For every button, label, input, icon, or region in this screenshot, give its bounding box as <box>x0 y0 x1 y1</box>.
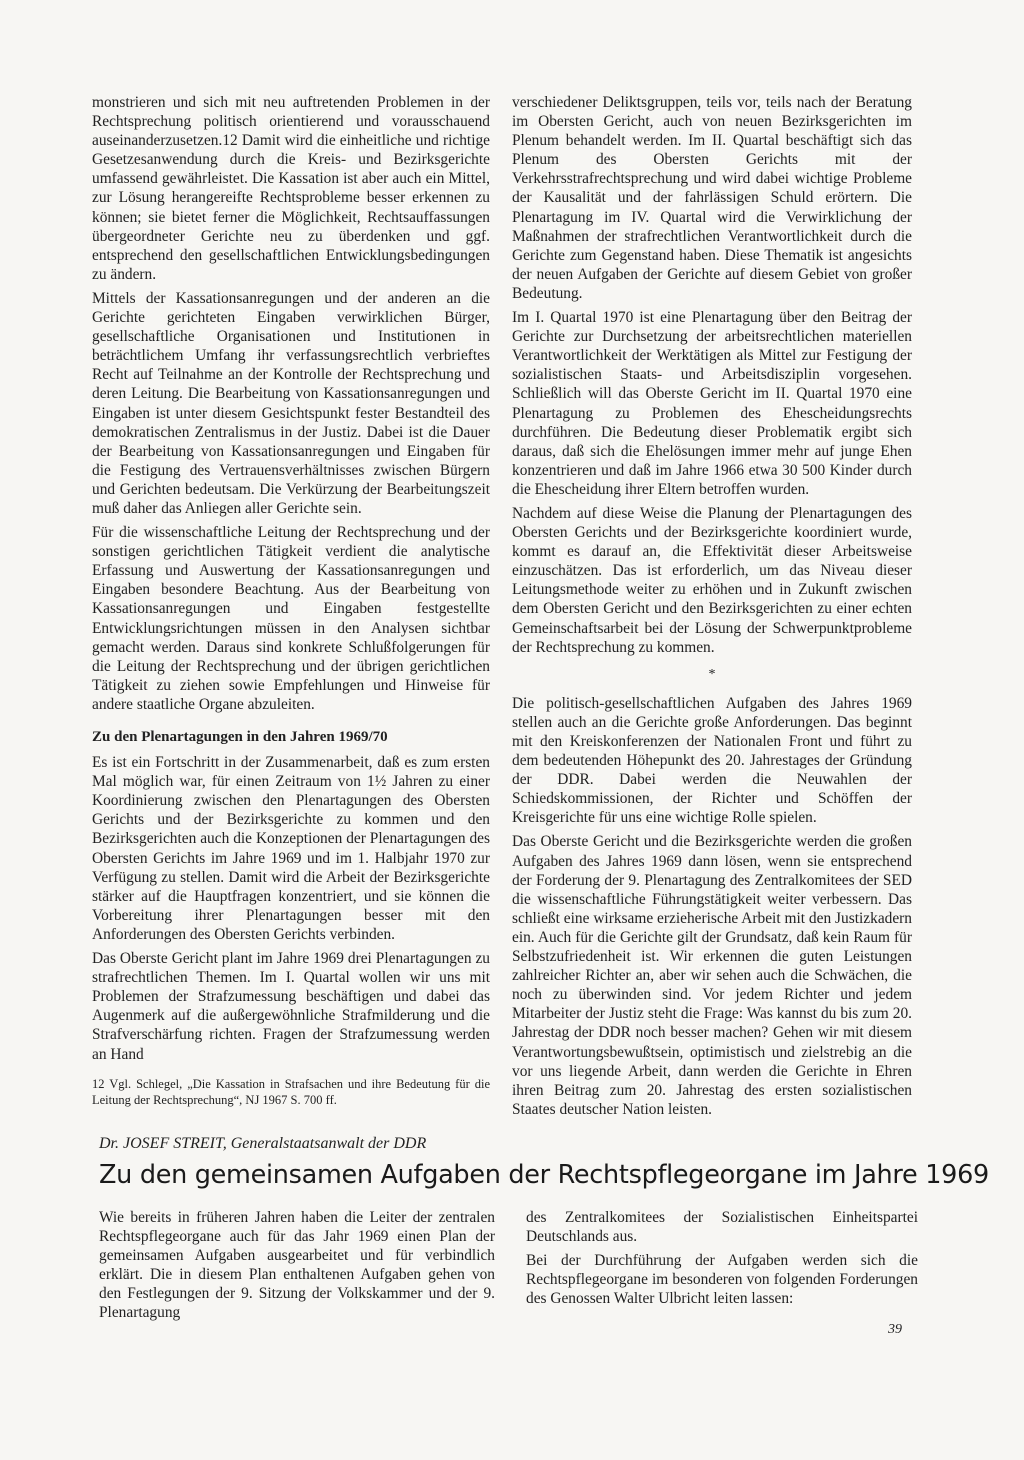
page-number: 39 <box>888 1322 902 1337</box>
paragraph: Das Oberste Gericht plant im Jahre 1969 drei Plenartagungen zu strafrechtlichen Themen. Im I. Quartal wollen wir uns mit Problemen der Strafzumessung beschäftigen und dabei das Augenmerk auf die außergewöhnliche Strafmilderung und die Strafverschärfung richten. Fragen der Strafzumessung werden an Hand <box>92 950 490 1063</box>
paragraph: Wie bereits in früheren Jahren haben die Leiter der zentralen Rechtspflegeorgane auch für das Jahr 1969 einen Plan der gemeinsamen Aufgaben ausgearbeitet und für verbindlich erklärt. Die in diesem Plan enthaltenen Aufgaben gehen von den Festlegungen der 9. Sitzung der Volkskammer und der 9. Plenartagung <box>99 1209 495 1322</box>
paragraph: Bei der Durchführung der Aufgaben werden sich die Rechtspflegeorgane im besonderen von folgenden Forderungen des Genossen Walter Ulbricht leiten lassen: <box>526 1252 918 1308</box>
footnote: 12 Vgl. Schlegel, „Die Kassation in Strafsachen und ihre Bedeutung für die Leitung der Rechtsprechung“, NJ 1967 S. 700 ff. <box>92 1076 490 1107</box>
article-right-column <box>526 1208 918 1313</box>
paragraph: Es ist ein Fortschritt in der Zusammenarbeit, daß es zum ersten Mal möglich war, für einen Zeitraum von 1½ Jahren zu einer Koordinierung zwischen den Plenartagungen des Obersten Gerichts und der Bezirksgerichte zu kommen und den Bezirksgerichten auch die Konzeptionen der Plenartagungen des Obersten Gerichts im Jahre 1969 und im 1. Halbjahr 1970 zur Verfügung zu stellen. Damit wird die Arbeit der Bezirksgerichte stärker auf die Hauptfragen konzentriert, und sie können die Vorbereitung ihrer Plenartagungen besser mit den Anforderungen des Obersten Gerichts verbinden. <box>92 754 490 943</box>
article-title: Zu den gemeinsamen Aufgaben der Rechtspflegeorgane im Jahre 1969 <box>99 1160 989 1190</box>
right-column <box>512 93 912 1124</box>
section-heading: Zu den Plenartagungen in den Jahren 1969/70 <box>92 729 388 745</box>
paragraph: Mittels der Kassationsanregungen und der anderen an die Gerichte gerichteten Eingaben verwirklichen Bürger, gesellschaftliche Organisationen und Institutionen in beträchtlichem Umfang ihr verfassungsrechtlich verbrieftes Recht auf Teilnahme an der Kontrolle der Rechtsprechung und deren Leitung. Die Bearbeitung von Kassationsanregungen und Eingaben ist unter diesem Gesichtspunkt fester Bestandteil des demokratischen Zentralismus in der Justiz. Dabei ist die Dauer der Bearbeitung von Kassationsanregungen und Eingaben für die Festigung des Vertrauensverhältnisses zwischen Bürgern und Gerichten bedeutsam. Die Verkürzung der Bearbeitungszeit muß daher das Anliegen aller Gerichte sein. <box>92 289 490 517</box>
paragraph: des Zentralkomitees der Sozialistischen Einheitspartei Deutschlands aus. <box>526 1209 918 1246</box>
paragraph: Im I. Quartal 1970 ist eine Plenartagung über den Beitrag der Gerichte zur Durchsetzung der arbeitsrechtlichen materiellen Verantwortlichkeit der Werktätigen als Mittel zur Festigung der sozialistischen Staats- und Arbeitsdisziplin vorgesehen. Schließlich will das Oberste Gericht im II. Quartal 1970 eine Plenartagung zu Problemen des Ehescheidungsrechts durchführen. Die Bedeutung dieser Problematik ergibt sich daraus, daß sich die Ehelösungen immer mehr auf junge Ehen konzentrieren und daß im Jahre 1966 etwa 30 500 Kinder durch die Ehescheidung ihrer Eltern betroffen wurden. <box>512 309 912 498</box>
section-separator: * <box>708 666 716 682</box>
article-author: Dr. JOSEF STREIT, Generalstaatsanwalt der DDR <box>99 1135 427 1152</box>
paragraph: Für die wissenschaftliche Leitung der Rechtsprechung und der sonstigen gerichtlichen Tätigkeit verdient die analytische Erfassung und Auswertung der Kassationsanregungen und Eingaben besondere Beachtung. Aus der Bearbeitung von Kassationsanregungen und Eingaben festgestellte Entwicklungsrichtungen müssen in den Analysen sichtbar gemacht werden. Daraus sind konkrete Schlußfolgerungen für die Leitung der Rechtsprechung und der übrigen gerichtlichen Tätigkeit zu ziehen sowie Empfehlungen und Hinweise für andere staatliche Organe abzuleiten. <box>92 524 490 713</box>
paragraph: Die politisch-gesellschaftlichen Aufgaben des Jahres 1969 stellen auch an die Gerichte große Anforderungen. Das beginnt mit den Kreiskonferenzen der Nationalen Front und führt zu dem bedeutenden Höhepunkt des 20. Jahrestages der Gründung der DDR. Dabei werden die Neuwahlen der Schiedskommissionen, der Richter und Schöffen der Kreisgerichte für uns eine wichtige Rolle spielen. <box>512 694 912 827</box>
article-left-column <box>99 1208 495 1328</box>
paragraph: Das Oberste Gericht und die Bezirksgerichte werden die großen Aufgaben des Jahres 1969 dann lösen, wenn sie entsprechend der Forderung der 9. Plenartagung des Zentralkomitees der SED die wissenschaftliche Führungstätigkeit weiter verbessern. Das schließt eine wirksame erzieherische Arbeit mit den Justizkadern ein. Auch für die Gerichte gilt der Grundsatz, daß kein Raum für Selbstzufriedenheit ist. Wir erkennen die guten Leistungen zahlreicher Richter an, aber wir sehen auch die Schwächen, die noch zu überwinden sind. Vor jedem Richter und jedem Mitarbeiter der Justiz steht die Frage: Was kannst du bis zum 20. Jahrestag der DDR noch besser machen? Gehen wir mit diesem Verantwortungsbewußtsein, optimistisch und zielstrebig an die vor uns liegende Arbeit, dann werden die Gerichte in Ehren ihren Beitrag zum 20. Jahrestag des ersten sozialistischen Staates deutscher Nation leisten. <box>512 833 912 1118</box>
paragraph: monstrieren und sich mit neu auftretenden Problemen in der Rechtsprechung politisch orientierend und vorausschauend auseinanderzusetzen.12 Damit wird die einheitliche und richtige Gesetzesanwendung durch die Kreis- und Bezirksgerichte umfassend gewährleistet. Die Kassation ist aber auch ein Mittel, zur Lösung herangereifte Rechtsprobleme besser erkennen zu können; sie bietet ferner die Möglichkeit, Rechtsauffassungen übergeordneter Gerichte neu zu überdenken und ggf. entsprechend den gesellschaftlichen Entwicklungsbedingungen zu ändern. <box>92 94 490 283</box>
paragraph: Nachdem auf diese Weise die Planung der Plenartagungen des Obersten Gerichts und der Bezirksgerichte koordiniert wurde, kommt es darauf an, die Effektivität dieser Arbeitsweise einzuschätzen. Das ist erforderlich, um das Niveau dieser Leitungsmethode weiter zu erhöhen und in Zukunft zwischen dem Obersten Gericht und den Bezirksgerichten zu einer echten Gemeinschaftsarbeit bei der Lösung der Schwerpunktprobleme der Rechtsprechung zu kommen. <box>512 504 912 656</box>
paragraph: verschiedener Deliktsgruppen, teils vor, teils nach der Beratung im Obersten Gericht, auch von neuen Bezirksgerichten im Plenum behandelt werden. Im II. Quartal beschäftigt sich das Plenum des Obersten Gerichts mit der Verkehrsstrafrechtsprechung und wird dabei wichtige Probleme der Kausalität und der fahrlässigen Schuld erörtern. Die Plenartagung im IV. Quartal wird die Verwirklichung der Maßnahmen der strafrechtlichen Verantwortlichkeit durch die Gerichte zum Gegenstand haben. Diese Thematik ist angesichts der neuen Aufgaben der Gerichte auf diesem Gebiet von großer Bedeutung. <box>512 94 912 302</box>
left-column <box>92 93 490 1113</box>
